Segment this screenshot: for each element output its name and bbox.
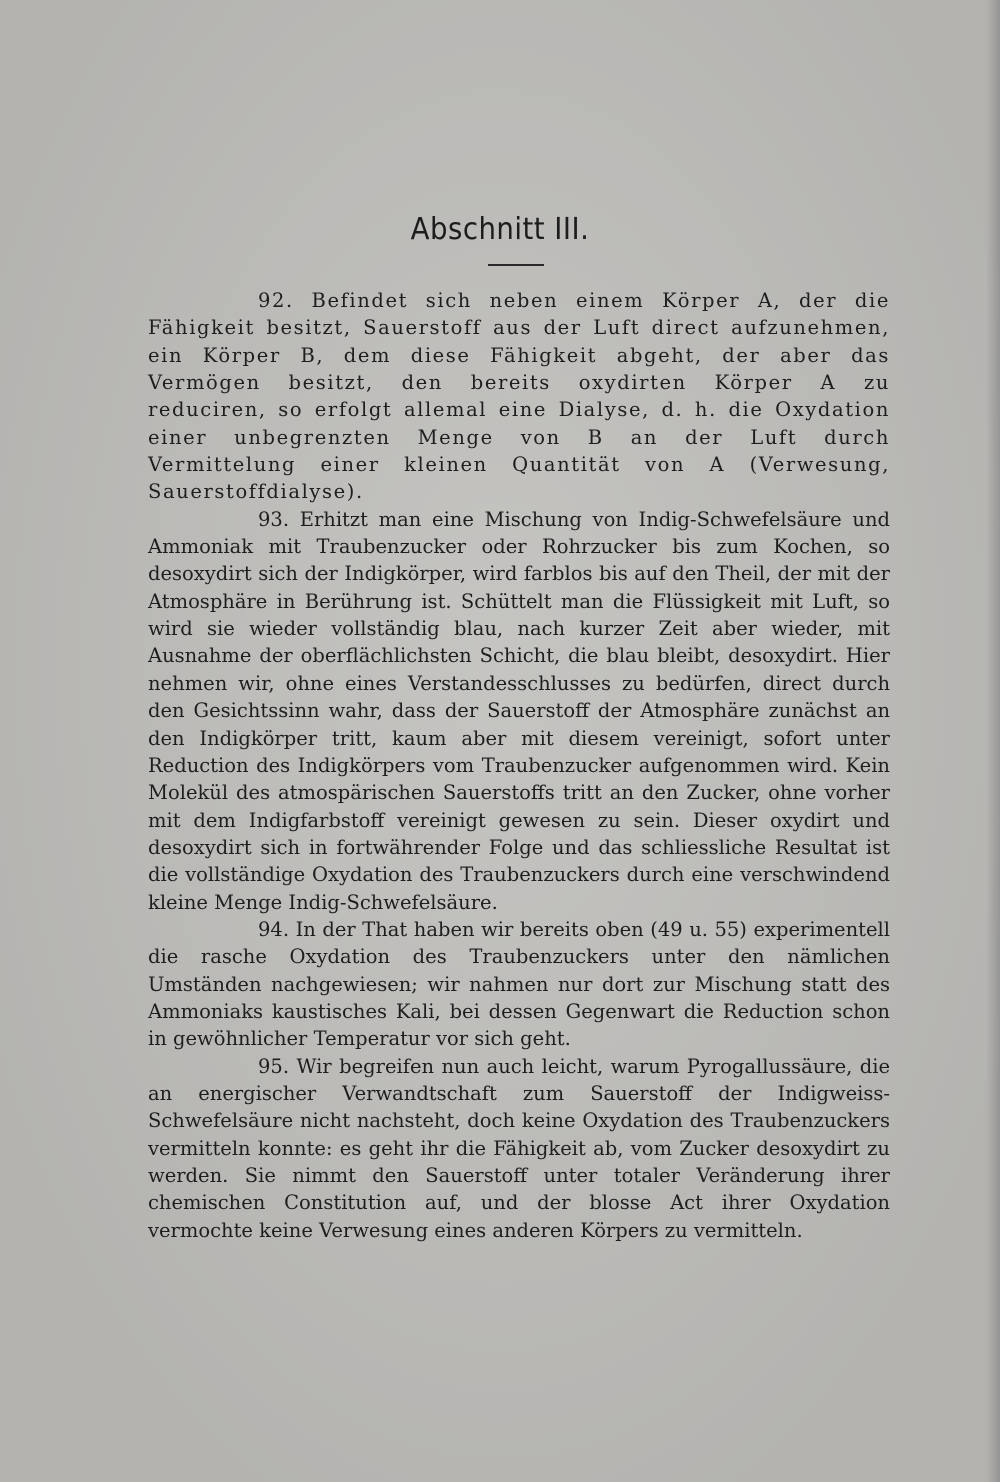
paragraph-text: Erhitzt man eine Mischung von Indig-Schwefelsäure und Ammoniak mit Traubenzucker oder Rohrzucker bis zum Kochen, so desoxydirt sich der Indigkörper, wird farblos bis auf den Theil, der mit der Atmosphäre in Berührung ist. Schüttelt man die Flüssigkeit mit Luft, so wird sie wieder vollständig blau, nach kurzer Zeit aber wieder, mit Ausnahme der oberflächlichsten Schicht, die blau bleibt, desoxydirt. Hier nehmen wir, ohne eines Verstandesschlusses zu bedürfen, direct durch den Gesichtssinn wahr, dass der Sauerstoff der Atmosphäre zunächst an den Indigkörper tritt, kaum aber mit diesem vereinigt, sofort unter Reduction des Indigkörpers vom Traubenzucker aufgenommen wird. Kein Molekül des atmospärischen Sauerstoffs tritt an den Zucker, ohne vorher mit dem Indigfarbstoff vereinigt gewesen zu sein. Dieser oxydirt und desoxydirt sich in fortwährender Folge und das schliessliche Resultat ist die vollständige Oxydation des Traubenzuckers durch eine verschwindend kleine Menge Indig-Schwefelsäure. <box>148 507 890 914</box>
paragraph-95 <box>148 1053 890 1244</box>
page-edge-shadow <box>986 0 1000 1482</box>
heading-rule <box>488 264 544 266</box>
body-text <box>148 287 890 1244</box>
paragraph-number: 95. <box>258 1054 290 1078</box>
paragraph-number: 93. <box>258 507 290 531</box>
paragraph-92 <box>148 287 890 506</box>
paragraph-text: Befindet sich neben einem Körper A, der die Fähigkeit besitzt, Sauerstoff aus der Luft direct aufzunehmen, ein Körper B, dem diese Fähigkeit abgeht, der aber das Vermögen besitzt, den bereits oxydirten Körper A zu reduciren, so erfolgt allemal eine Dialyse, d. h. die Oxydation einer unbegrenzten Menge von B an der Luft durch Vermittelung einer kleinen Quantität von A (Verwesung, Sauerstoffdialyse). <box>148 289 890 504</box>
paragraph-94 <box>148 916 890 1053</box>
paragraph-text: Wir begreifen nun auch leicht, warum Pyrogallussäure, die an energischer Verwandtschaft zum Sauerstoff der Indigweiss-Schwefelsäure nicht nachsteht, doch keine Oxydation des Traubenzuckers vermitteln konnte: es geht ihr die Fähigkeit ab, vom Zucker desoxydirt zu werden. Sie nimmt den Sauerstoff unter totaler Veränderung ihrer chemischen Constitution auf, und der blosse Act ihrer Oxydation vermochte keine Verwesung eines anderen Körpers zu vermitteln. <box>148 1054 891 1242</box>
paragraph-number: 92. <box>258 289 294 312</box>
paragraph-93 <box>148 506 890 916</box>
paragraph-text: In der That haben wir bereits oben (49 u. 55) experimentell die rasche Oxydation des Traubenzuckers unter den nämlichen Umständen nachgewiesen; wir nahmen nur dort zur Mischung statt des Ammoniaks kaustisches Kali, bei dessen Gegenwart die Reduction schon in gewöhnlicher Temperatur vor sich geht. <box>148 917 891 1051</box>
section-heading: Abschnitt III. <box>410 212 590 247</box>
paragraph-number: 94. <box>258 917 290 941</box>
